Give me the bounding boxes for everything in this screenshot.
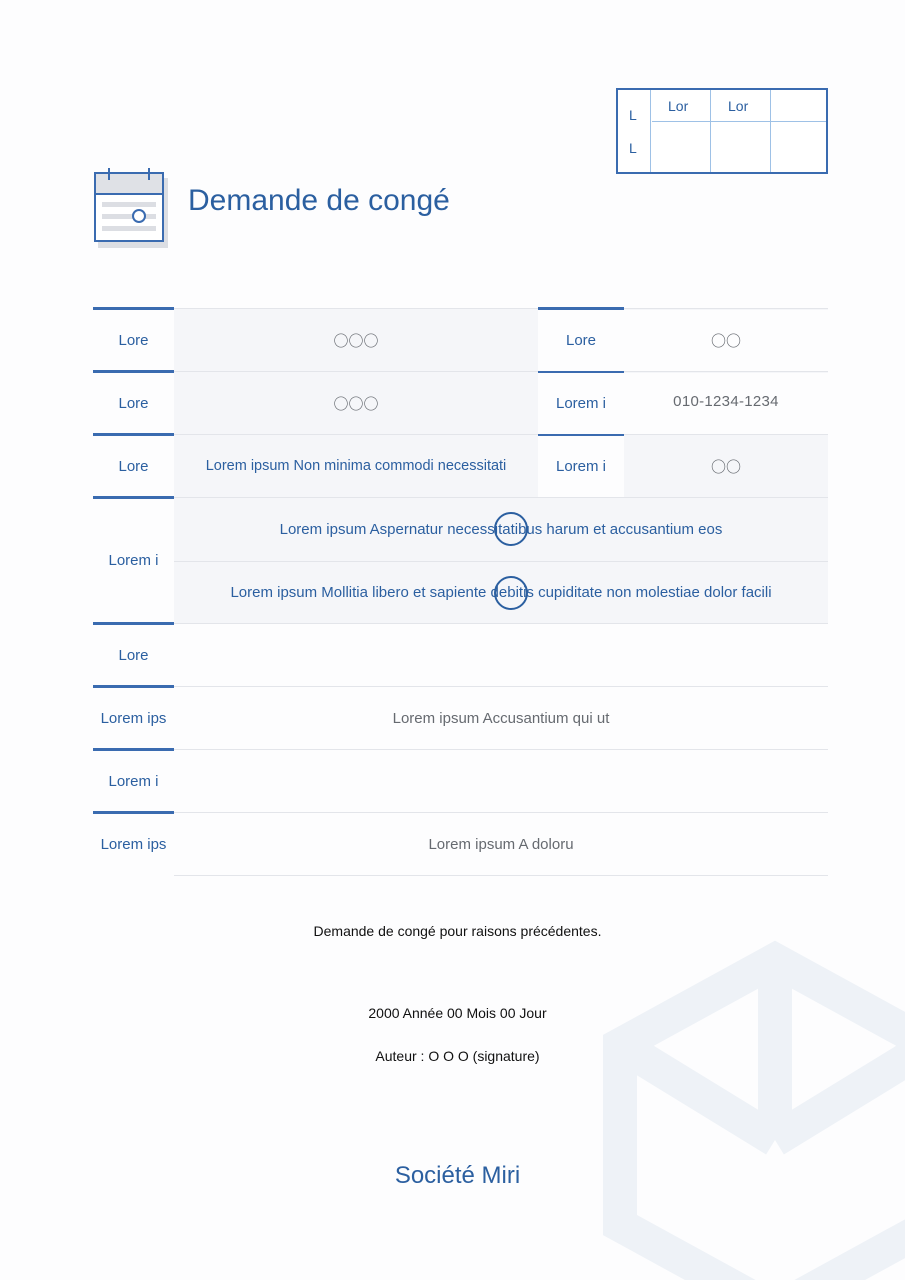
option-item: Lorem ipsum Aspernatur necessitatibus harum et accusantium eos [279,521,723,538]
author-signature: Auteur : O O O (signature) [375,1048,540,1064]
field-value: Lorem ipsum A doloru [428,836,574,853]
field-label: Lorem i [555,458,607,475]
field-label: Lorem i [108,773,159,790]
approval-col-header: Lor [668,98,689,114]
option-item: Lorem ipsum Mollitia libero et sapiente debitis cupiditate non molestiae dolor facili [230,584,772,601]
selection-circle-mark [494,512,528,546]
approval-row-label: L [629,140,637,156]
field-label: Lorem i [555,395,607,412]
company-name: Société Miri [394,1162,521,1189]
field-label: Lore [118,332,149,349]
field-label: Lore [118,647,149,664]
field-value: 〇〇〇 [333,333,379,350]
field-label: Lorem ips [100,836,167,853]
field-label: Lore [565,332,597,349]
field-label: Lore [118,395,149,412]
approval-col-header: Lor [728,98,749,114]
calendar-icon [92,168,172,250]
selection-circle-mark [494,576,528,610]
phone-value: 010-1234-1234 [673,393,779,410]
field-value: 〇〇 [710,333,741,350]
watermark-logo-icon [600,940,905,1280]
field-label: Lorem i [108,552,159,569]
field-value: Lorem ipsum Accusantium qui ut [392,710,610,727]
date-text: 2000 Année 00 Mois 00 Jour [368,1005,547,1021]
field-value: 〇〇 [710,459,741,476]
approval-row-label: L [629,107,637,123]
field-value: 〇〇〇 [333,396,379,413]
field-label: Lore [118,458,149,475]
approval-table [616,88,828,174]
field-label: Lorem ips [100,710,167,727]
field-value: Lorem ipsum Non minima commodi necessitati [205,458,507,474]
page-title: Demande de congé [188,184,450,217]
statement-text: Demande de congé pour raisons précédentes. [313,923,602,939]
